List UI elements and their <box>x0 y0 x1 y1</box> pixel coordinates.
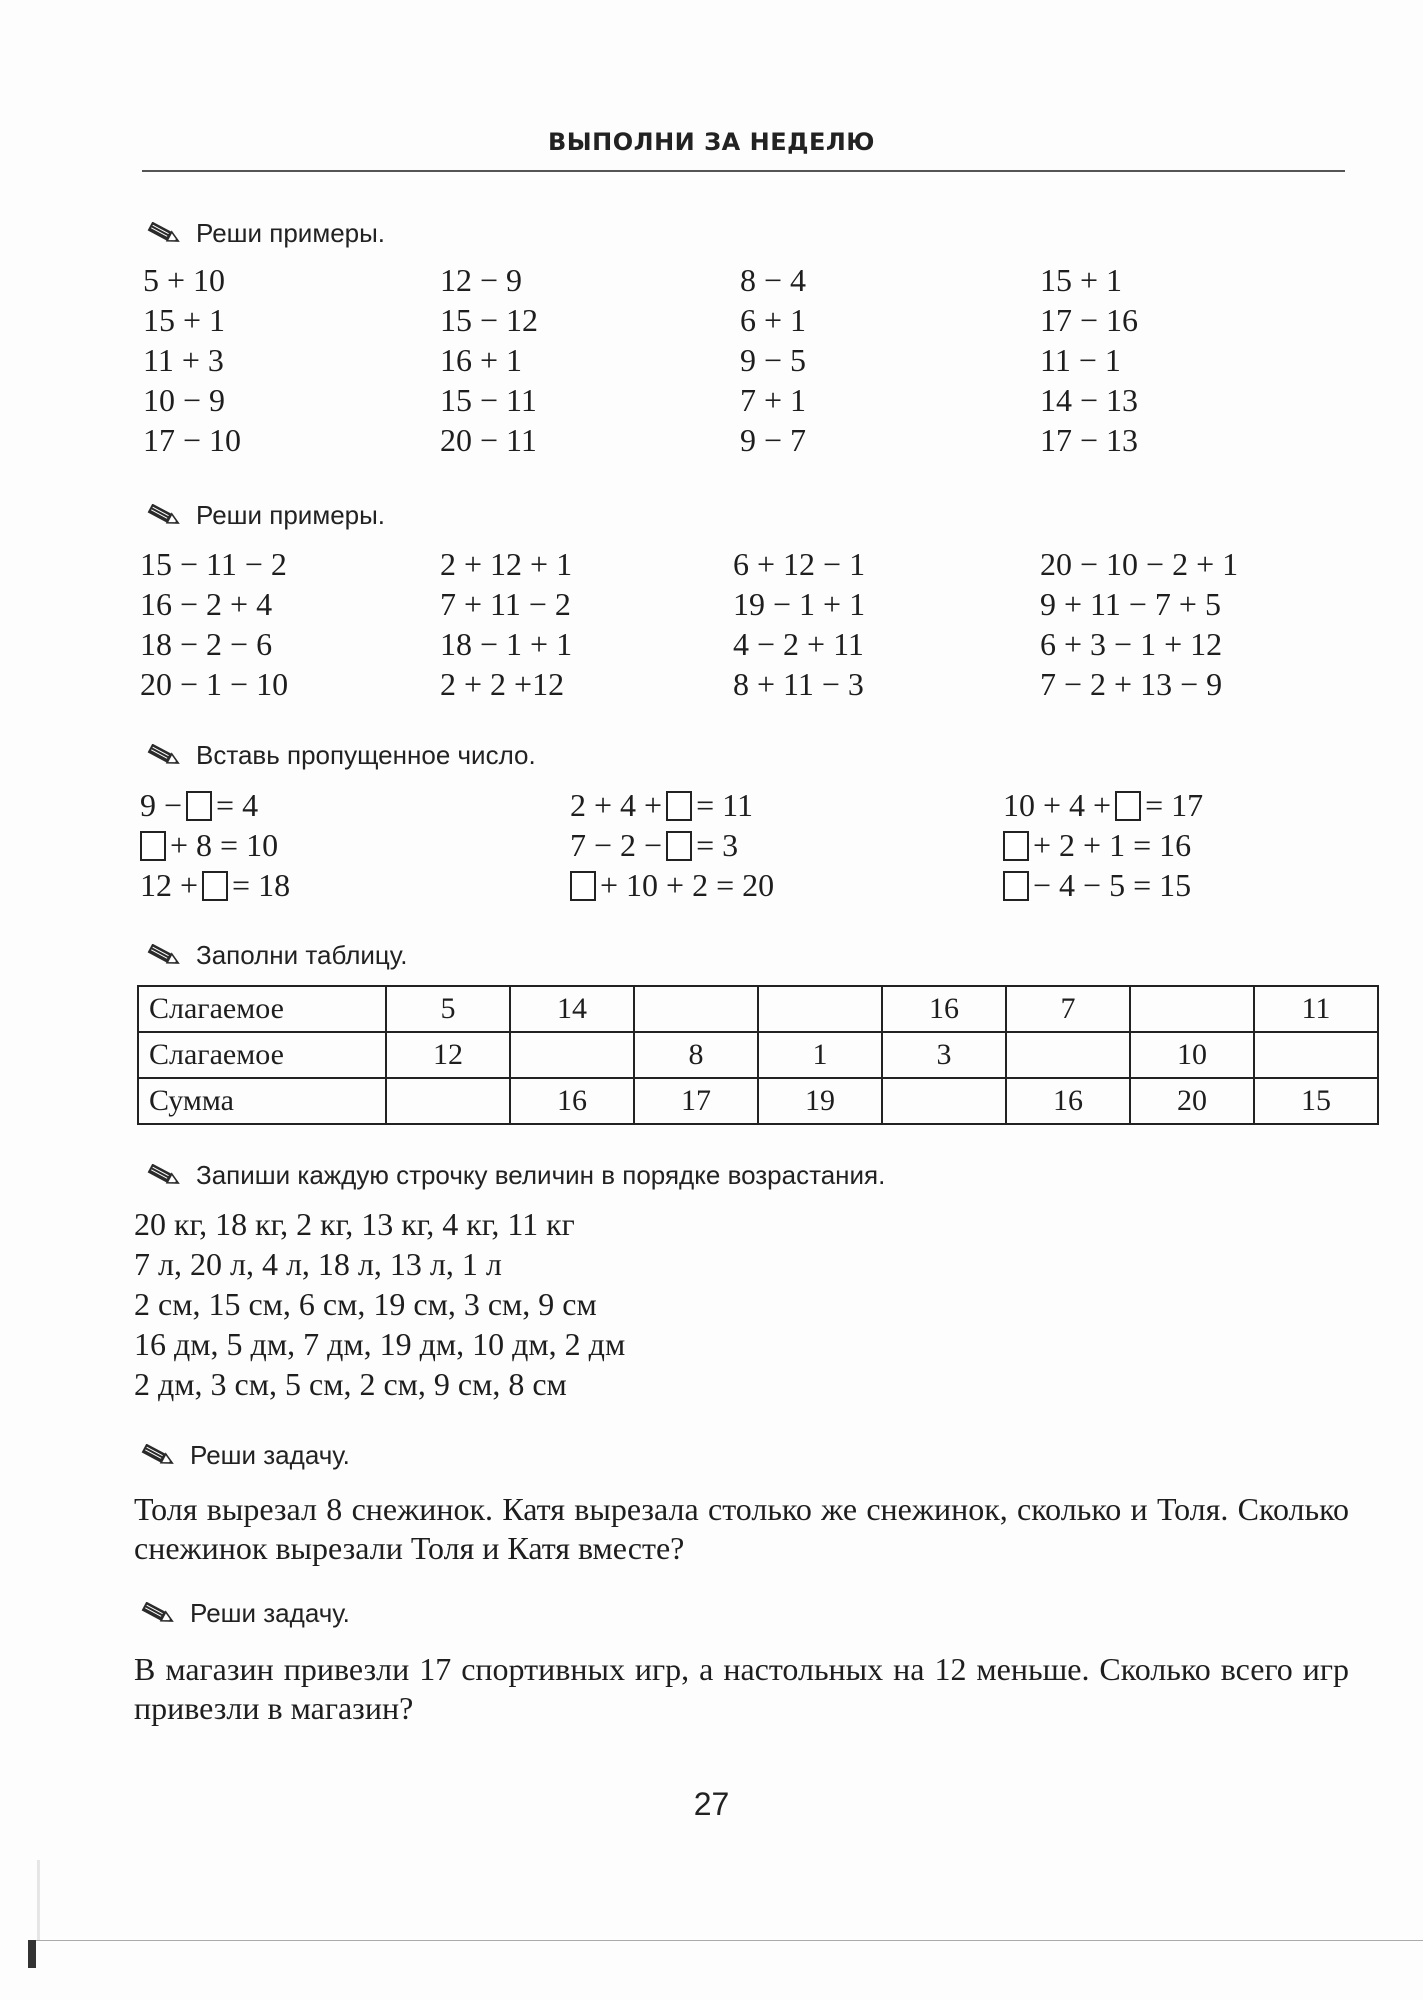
answer-box[interactable] <box>1003 871 1029 901</box>
example: 15 − 11 <box>440 382 537 418</box>
sum-table <box>137 985 1379 1125</box>
example: 17 − 10 <box>143 422 242 458</box>
empty-cell[interactable] <box>634 986 758 1032</box>
example: 14 − 13 <box>1040 382 1139 418</box>
example: 2 + 2 +12 <box>440 666 565 702</box>
expression-before: 10 + 4 + <box>1003 787 1112 823</box>
example: 6 + 1 <box>740 302 807 338</box>
expression-after: = 3 <box>696 827 739 863</box>
example: 19 − 1 + 1 <box>733 586 866 622</box>
table-row <box>138 986 1378 1032</box>
table-cell: 3 <box>882 1032 1006 1078</box>
example: 16 + 1 <box>440 342 523 378</box>
expression-before: 2 + 4 + <box>570 787 663 823</box>
table-cell: 17 <box>634 1078 758 1124</box>
task4-title <box>146 940 407 971</box>
expression-before: 7 − 2 − <box>570 827 663 863</box>
example: 17 − 16 <box>1040 302 1139 338</box>
task-title-text: Запиши каждую строчку величин в порядке возрастания. <box>196 1160 886 1190</box>
task6-problem-text: Толя вырезал 8 снежинок. Катя вырезала столько же снежинок, сколько и Толя. Сколько снежинок вырезали Толя и Катя вместе? <box>134 1491 1349 1566</box>
empty-cell[interactable] <box>510 1032 634 1078</box>
missing-number-example <box>1003 867 1191 904</box>
table-row <box>138 1032 1378 1078</box>
example: 7 + 11 − 2 <box>440 586 571 622</box>
answer-box[interactable] <box>1115 791 1141 821</box>
task6-title <box>140 1440 350 1471</box>
task-title-text: Заполни таблицу. <box>196 940 408 970</box>
expression-after: + 2 + 1 = 16 <box>1033 827 1192 863</box>
quantity-line: 2 см, 15 см, 6 см, 19 см, 3 см, 9 см <box>134 1286 597 1322</box>
example: 15 − 12 <box>440 302 539 338</box>
row-label: Сумма <box>138 1078 386 1124</box>
empty-cell[interactable] <box>1254 1032 1378 1078</box>
table-cell: 14 <box>510 986 634 1032</box>
table-cell: 19 <box>758 1078 882 1124</box>
pencil-icon <box>146 1164 184 1188</box>
missing-number-example <box>140 787 258 824</box>
table-cell: 20 <box>1130 1078 1254 1124</box>
answer-box[interactable] <box>1003 831 1029 861</box>
answer-box[interactable] <box>666 791 692 821</box>
table-cell: 16 <box>882 986 1006 1032</box>
table-cell: 16 <box>510 1078 634 1124</box>
empty-cell[interactable] <box>758 986 882 1032</box>
task-title-text: Реши задачу. <box>190 1598 350 1628</box>
answer-box[interactable] <box>570 871 596 901</box>
answer-box[interactable] <box>140 831 166 861</box>
scan-bottom-edge <box>36 1940 1423 1941</box>
table-cell: 11 <box>1254 986 1378 1032</box>
example: 16 − 2 + 4 <box>140 586 273 622</box>
missing-number-example <box>570 827 738 864</box>
quantity-line: 20 кг, 18 кг, 2 кг, 13 кг, 4 кг, 11 кг <box>134 1206 575 1242</box>
pencil-icon <box>146 504 184 528</box>
example: 6 + 12 − 1 <box>733 546 866 582</box>
example: 9 − 5 <box>740 342 807 378</box>
table-cell: 16 <box>1006 1078 1130 1124</box>
example: 18 − 1 + 1 <box>440 626 573 662</box>
missing-number-example <box>1003 787 1203 824</box>
example: 11 + 3 <box>143 342 224 378</box>
table-cell: 7 <box>1006 986 1130 1032</box>
quantity-line: 2 дм, 3 см, 5 см, 2 см, 9 см, 8 см <box>134 1366 567 1402</box>
example: 17 − 13 <box>1040 422 1139 458</box>
example: 18 − 2 − 6 <box>140 626 273 662</box>
example: 4 − 2 + 11 <box>733 626 864 662</box>
scan-edge-mark <box>28 1940 36 1968</box>
empty-cell[interactable] <box>386 1078 510 1124</box>
quantity-line: 16 дм, 5 дм, 7 дм, 19 дм, 10 дм, 2 дм <box>134 1326 626 1362</box>
answer-box[interactable] <box>666 831 692 861</box>
scan-edge-line <box>37 1860 40 1940</box>
missing-number-example <box>140 827 278 864</box>
empty-cell[interactable] <box>1130 986 1254 1032</box>
quantity-line: 7 л, 20 л, 4 л, 18 л, 13 л, 1 л <box>134 1246 502 1282</box>
example: 8 − 4 <box>740 262 807 298</box>
page-header-title: ВЫПОЛНИ ЗА НЕДЕЛЮ <box>548 128 875 156</box>
expression-after: + 8 = 10 <box>170 827 279 863</box>
example: 12 − 9 <box>440 262 523 298</box>
example: 9 + 11 − 7 + 5 <box>1040 586 1221 622</box>
example: 15 + 1 <box>143 302 226 338</box>
table-cell: 12 <box>386 1032 510 1078</box>
example: 7 + 1 <box>740 382 807 418</box>
page-number: 27 <box>693 1786 730 1822</box>
task-title-text: Реши задачу. <box>190 1440 350 1470</box>
task2-title <box>146 500 385 531</box>
example: 2 + 12 + 1 <box>440 546 573 582</box>
task5-title <box>146 1160 885 1191</box>
example: 7 − 2 + 13 − 9 <box>1040 666 1223 702</box>
pencil-icon <box>146 944 184 968</box>
example: 5 + 10 <box>143 262 226 298</box>
pencil-icon <box>140 1444 178 1468</box>
table-cell: 8 <box>634 1032 758 1078</box>
row-label: Слагаемое <box>138 1032 386 1078</box>
task1-title <box>146 218 385 249</box>
expression-after: + 10 + 2 = 20 <box>600 867 775 903</box>
task-title-text: Вставь пропущенное число. <box>196 740 536 770</box>
example: 11 − 1 <box>1040 342 1121 378</box>
table-cell: 15 <box>1254 1078 1378 1124</box>
pencil-icon <box>146 744 184 768</box>
example: 20 − 11 <box>440 422 537 458</box>
answer-box[interactable] <box>186 791 212 821</box>
expression-after: = 4 <box>216 787 259 823</box>
header-divider <box>142 170 1345 172</box>
missing-number-example <box>570 867 774 904</box>
expression-after: − 4 − 5 = 15 <box>1033 867 1192 903</box>
task-title-text: Реши примеры. <box>196 500 386 530</box>
task3-title <box>146 740 536 771</box>
example: 8 + 11 − 3 <box>733 666 864 702</box>
example: 20 − 10 − 2 + 1 <box>1040 546 1239 582</box>
task7-problem-text: В магазин привезли 17 спортивных игр, а настольных на 12 меньше. Сколько всего игр привезли в магазин? <box>134 1651 1349 1726</box>
missing-number-example <box>140 867 290 904</box>
table-row <box>138 1078 1378 1124</box>
empty-cell[interactable] <box>1006 1032 1130 1078</box>
missing-number-example <box>570 787 753 824</box>
example: 20 − 1 − 10 <box>140 666 289 702</box>
table-cell: 1 <box>758 1032 882 1078</box>
pencil-icon <box>140 1602 178 1626</box>
expression-after: = 17 <box>1145 787 1204 823</box>
row-label: Слагаемое <box>138 986 386 1032</box>
expression-before: 9 − <box>140 787 183 823</box>
expression-after: = 18 <box>232 867 291 903</box>
empty-cell[interactable] <box>882 1078 1006 1124</box>
answer-box[interactable] <box>202 871 228 901</box>
table-cell: 10 <box>1130 1032 1254 1078</box>
pencil-icon <box>146 222 184 246</box>
example: 15 − 11 − 2 <box>140 546 287 582</box>
task7-title <box>140 1598 350 1629</box>
example: 10 − 9 <box>143 382 226 418</box>
example: 6 + 3 − 1 + 12 <box>1040 626 1223 662</box>
table-cell: 5 <box>386 986 510 1032</box>
task-title-text: Реши примеры. <box>196 218 386 248</box>
expression-after: = 11 <box>696 787 753 823</box>
example: 9 − 7 <box>740 422 807 458</box>
example: 15 + 1 <box>1040 262 1123 298</box>
expression-before: 12 + <box>140 867 199 903</box>
missing-number-example <box>1003 827 1191 864</box>
